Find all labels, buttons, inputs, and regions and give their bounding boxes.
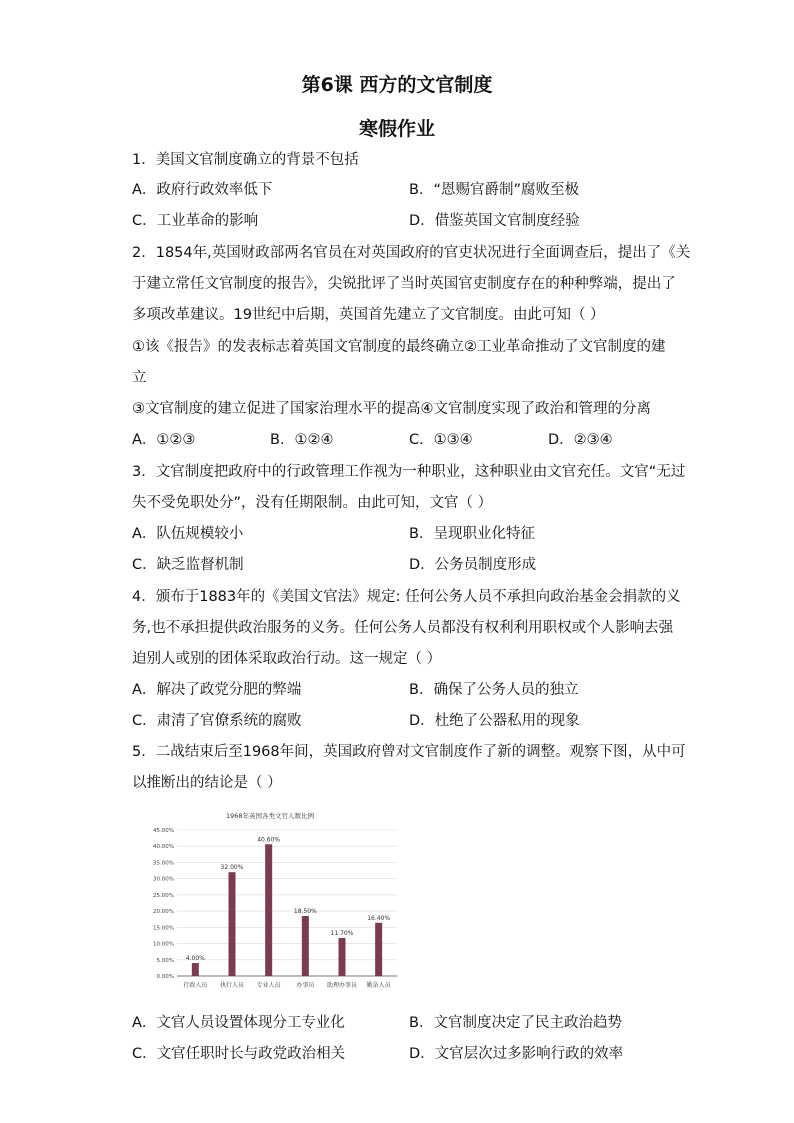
x-tick-label: 办事员: [296, 982, 315, 989]
q4-stem-line1: 4．颁布于1883年的《美国文官法》规定: 任何公务人员不承担向政治基金会捐款的义: [132, 589, 681, 605]
q2-statement-line1: ①该《报告》的发表标志着英国文官制度的最终确立②工业革命推动了文官制度的建: [132, 339, 666, 355]
chart-title: 1968年英国各类文官人数比例: [225, 812, 315, 820]
q2-stem-line2: 于建立常任文官制度的报告》，尖锐批评了当时英国官吏制度存在的种种弊端，提出了: [132, 276, 676, 292]
q2-statement-line2: 立: [132, 370, 147, 386]
bar: [192, 963, 199, 976]
y-tick-label: 10.00%: [153, 941, 174, 948]
q2-option-c: C．①③④: [409, 432, 473, 448]
y-tick-label: 25.00%: [153, 892, 174, 899]
y-tick-label: 30.00%: [153, 876, 174, 883]
bar: [375, 923, 382, 976]
q2-option-a: A．①②③: [132, 432, 196, 448]
page-subtitle: 寒假作业: [358, 118, 435, 140]
x-tick-label: 行政人员: [183, 982, 208, 989]
q1-stem: 1．美国文官制度确立的背景不包括: [132, 152, 359, 168]
data-label: 11.70%: [330, 930, 354, 938]
q3-option-c: C．缺乏监督机制: [132, 557, 244, 573]
q5-stem-line2: 以推断出的结论是（ ）: [132, 775, 282, 791]
q1-option-c: C．工业革命的影响: [132, 213, 259, 229]
q1-option-a: A．政府行政效率低下: [132, 182, 273, 198]
bar-chart: [137, 806, 403, 996]
q4-stem-line3: 迫别人或别的团体采取政治行动。这一规定（ ）: [132, 651, 442, 667]
y-tick-label: 45.00%: [153, 828, 174, 834]
q2-stem-line3: 多项改革建议。19世纪中后期，英国首先建立了文官制度。由此可知（ ）: [132, 307, 605, 323]
q3-stem-line1: 3．文官制度把政府中的行政管理工作视为一种职业，这种职业由文官充任。文官“无过: [132, 464, 686, 480]
y-tick-label: 20.00%: [153, 909, 174, 916]
q5-option-b: B．文官制度决定了民主政治趋势: [409, 1015, 622, 1031]
q3-option-a: A．队伍规模较小: [132, 526, 244, 542]
y-tick-label: 40.00%: [153, 844, 174, 851]
data-label: 18.50%: [293, 907, 317, 915]
q5-stem-line1: 5．二战结束后至1968年间，英国政府曾对文官制度作了新的调整。观察下图，从中可: [132, 744, 686, 760]
q3-stem-line2: 失不受免职处分”，没有任期限制。由此可知，文官（ ）: [132, 495, 493, 511]
q4-option-b: B．确保了公务人员的独立: [409, 682, 579, 698]
q1-option-d: D．借鉴英国文官制度经验: [409, 213, 580, 229]
y-tick-label: 15.00%: [153, 925, 174, 932]
q2-option-d: D．②③④: [548, 432, 613, 448]
q4-option-c: C．肃清了官僚系统的腐败: [132, 713, 302, 729]
y-tick-label: 0.00%: [156, 974, 174, 980]
data-label: 4.00%: [185, 955, 205, 963]
q4-option-d: D．杜绝了公器私用的现象: [409, 713, 580, 729]
x-tick-label: 执行人员: [219, 982, 245, 989]
q3-option-d: D．公务员制度形成: [409, 557, 537, 573]
q5-option-a: A．文官人员设置体现分工专业化: [132, 1015, 345, 1031]
q2-stem-line1: 2．1854年,英国财政部两名官员在对英国政府的官吏状况进行全面调查后，提出了《关: [132, 245, 691, 261]
data-label: 32.00%: [220, 864, 244, 872]
x-tick-label: 勤杂人员: [366, 982, 391, 989]
q4-stem-line2: 务,也不承担提供政治服务的义务。任何公务人员都没有权利利用职权或个人影响去强: [132, 620, 674, 636]
q2-statement-line3: ③文官制度的建立促进了国家治理水平的提高④文官制度实现了政治和管理的分离: [132, 401, 651, 417]
y-tick-label: 35.00%: [153, 860, 174, 867]
bar: [229, 872, 236, 976]
bar: [265, 844, 272, 976]
q5-option-c: C．文官任职时长与政党政治相关: [132, 1046, 346, 1062]
q1-option-b: B．“恩赐官爵制”腐败至极: [409, 182, 579, 198]
data-label: 16.40%: [367, 914, 391, 922]
y-tick-label: 5.00%: [156, 957, 174, 964]
x-tick-label: 助理办事员: [326, 982, 358, 989]
bar: [302, 916, 309, 976]
page-title: 第6课 西方的文官制度: [301, 74, 493, 96]
data-label: 40.60%: [257, 836, 281, 844]
q3-option-b: B．呈现职业化特征: [409, 526, 535, 542]
q4-option-a: A．解决了政党分肥的弊端: [132, 682, 302, 698]
x-tick-label: 专业人员: [256, 982, 281, 989]
q2-option-b: B．①②④: [270, 432, 334, 448]
bar: [339, 938, 346, 976]
q5-option-d: D．文官层次过多影响行政的效率: [409, 1046, 624, 1062]
